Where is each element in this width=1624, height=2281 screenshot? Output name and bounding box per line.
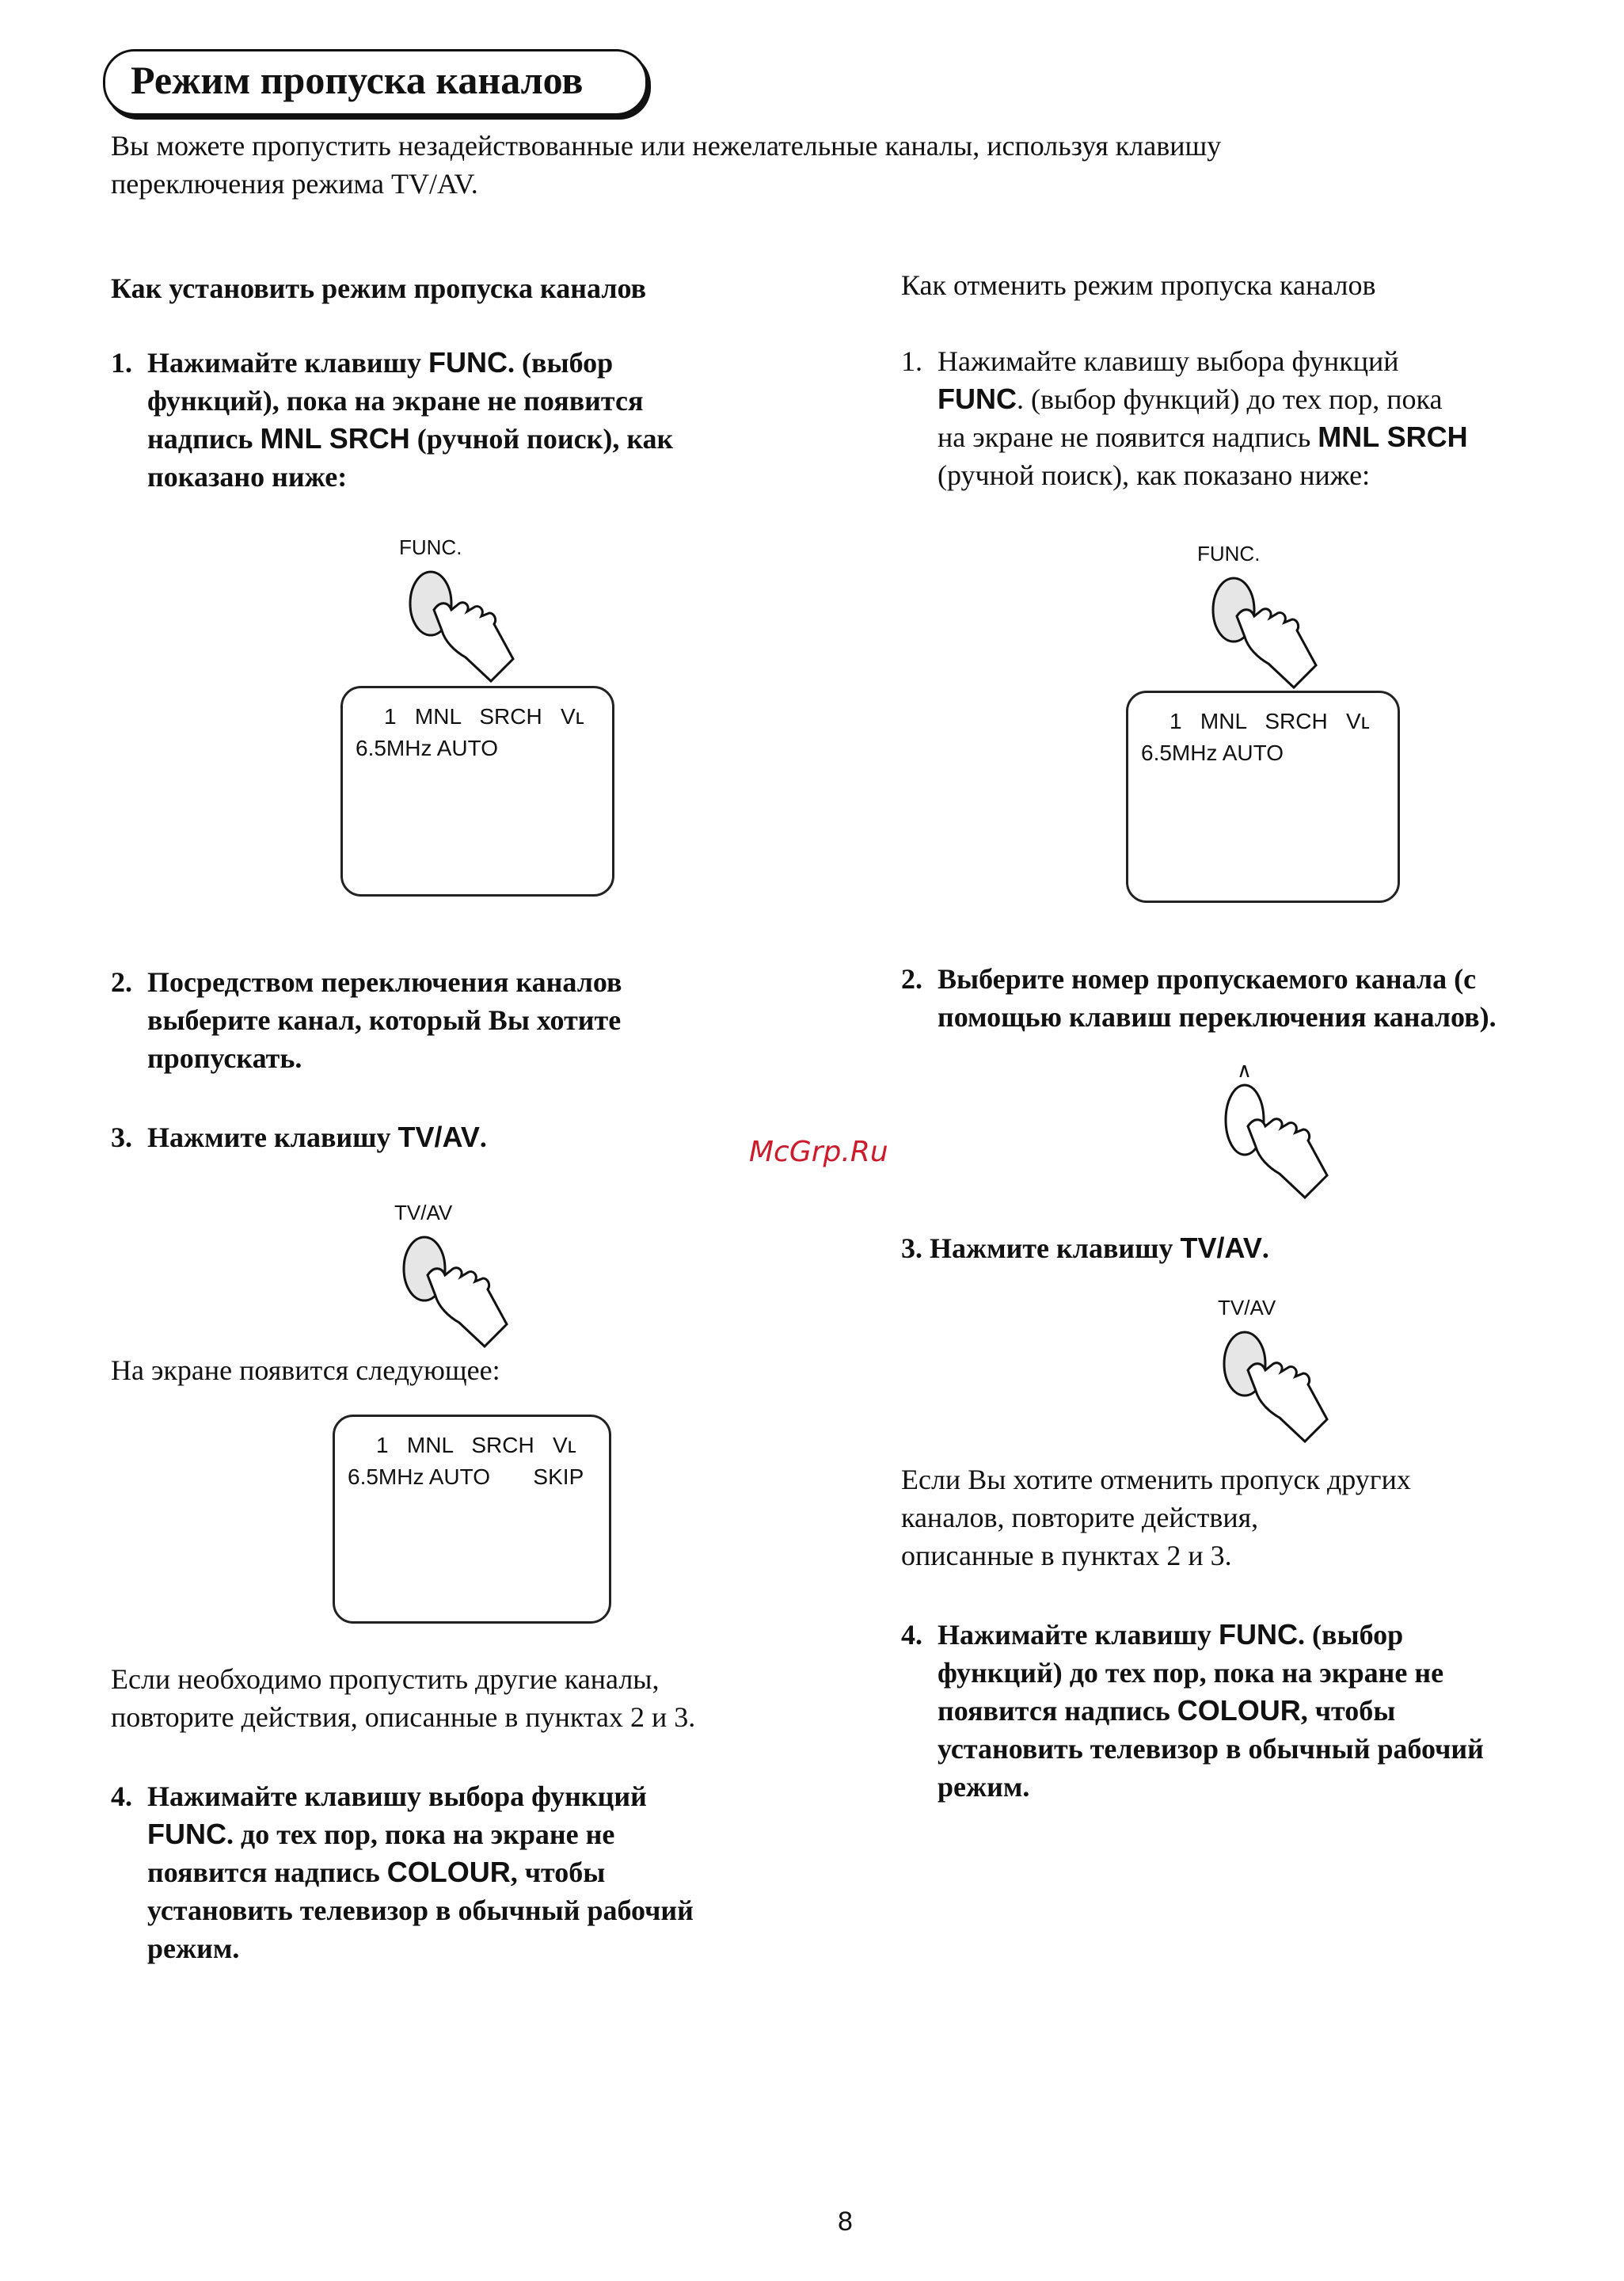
- right-step-4: 4. Нажимайте клавишу FUNC. (выбор функций) до тех пор, пока на экране не появится надпись COLOUR, чтобы установить телевизор в обычный рабочий режим.: [901, 1618, 1484, 1803]
- left-step-4: 4. Нажимайте клавишу выбора функций FUNC. до тех пор, пока на экране не появится надпись COLOUR, чтобы установить телевизор в обычный рабочий режим.: [111, 1780, 694, 1964]
- tv-screen-2: 1 MNL SRCH Vʟ 6.5MHz AUTO SKIP: [333, 1415, 611, 1624]
- tv-screen-1: 1 MNL SRCH Vʟ 6.5MHz AUTO: [340, 686, 614, 897]
- tvav-button-label-right: TV/AV: [1218, 1296, 1276, 1319]
- tv-screen-right: 1 MNL SRCH Vʟ 6.5MHz AUTO: [1126, 691, 1400, 903]
- left-heading: Как установить режим пропуска каналов: [111, 272, 647, 304]
- hand-pressing-func-right-icon: [1205, 570, 1332, 689]
- left-step-3: 3. Нажмите клавишу TV/AV.: [111, 1121, 487, 1153]
- watermark-text: McGrp.Ru: [749, 1136, 888, 1168]
- func-button-label: FUNC.: [399, 535, 462, 559]
- hand-pressing-channel-up-icon: [1216, 1080, 1343, 1199]
- page-number: 8: [838, 2207, 853, 2237]
- right-step-2: 2. Выберите номер пропускаемого канала (с помощью клавиш переключения каналов).: [901, 963, 1497, 1033]
- right-heading: Как отменить режим пропуска каналов: [901, 269, 1376, 301]
- page-title: Режим пропуска каналов: [131, 58, 584, 102]
- channel-up-label: ∧: [1237, 1058, 1253, 1082]
- func-button-label-right: FUNC.: [1197, 542, 1261, 565]
- left-step-1: 1. Нажимайте клавишу FUNC. (выбор функций), пока на экране не появится надпись MNL SRCH (ручной поиск), как показано ниже:: [111, 346, 674, 493]
- hand-pressing-tvav-right-icon: [1216, 1324, 1343, 1443]
- intro-line-2: переключения режима TV/AV.: [111, 168, 478, 200]
- appear-text: На экране появится следующее:: [111, 1354, 500, 1386]
- right-step-1: 1. Нажимайте клавишу выбора функций FUNC. (выбор функций) до тех пор, пока на экране не появится надпись MNL SRCH (ручной поиск), как показано ниже:: [901, 345, 1468, 491]
- left-step-2: 2. Посредством переключения каналов выберите канал, который Вы хотите пропускать.: [111, 966, 622, 1074]
- tvav-button-label: TV/AV: [394, 1201, 453, 1224]
- hand-pressing-tvav-icon: [396, 1229, 523, 1348]
- right-repeat-note: Если Вы хотите отменить пропуск других каналов, повторите действия, описанные в пунктах 2 и 3.: [901, 1464, 1411, 1571]
- hand-pressing-func-icon: [402, 564, 529, 683]
- right-step-3: 3. Нажмите клавишу TV/AV.: [901, 1232, 1269, 1264]
- left-repeat-note: Если необходимо пропустить другие каналы, повторите действия, описанные в пунктах 2 и 3.: [111, 1663, 696, 1733]
- intro-line-1: Вы можете пропустить незадействованные или нежелательные каналы, используя клавишу: [111, 130, 1222, 162]
- intro-paragraph: [111, 127, 1536, 203]
